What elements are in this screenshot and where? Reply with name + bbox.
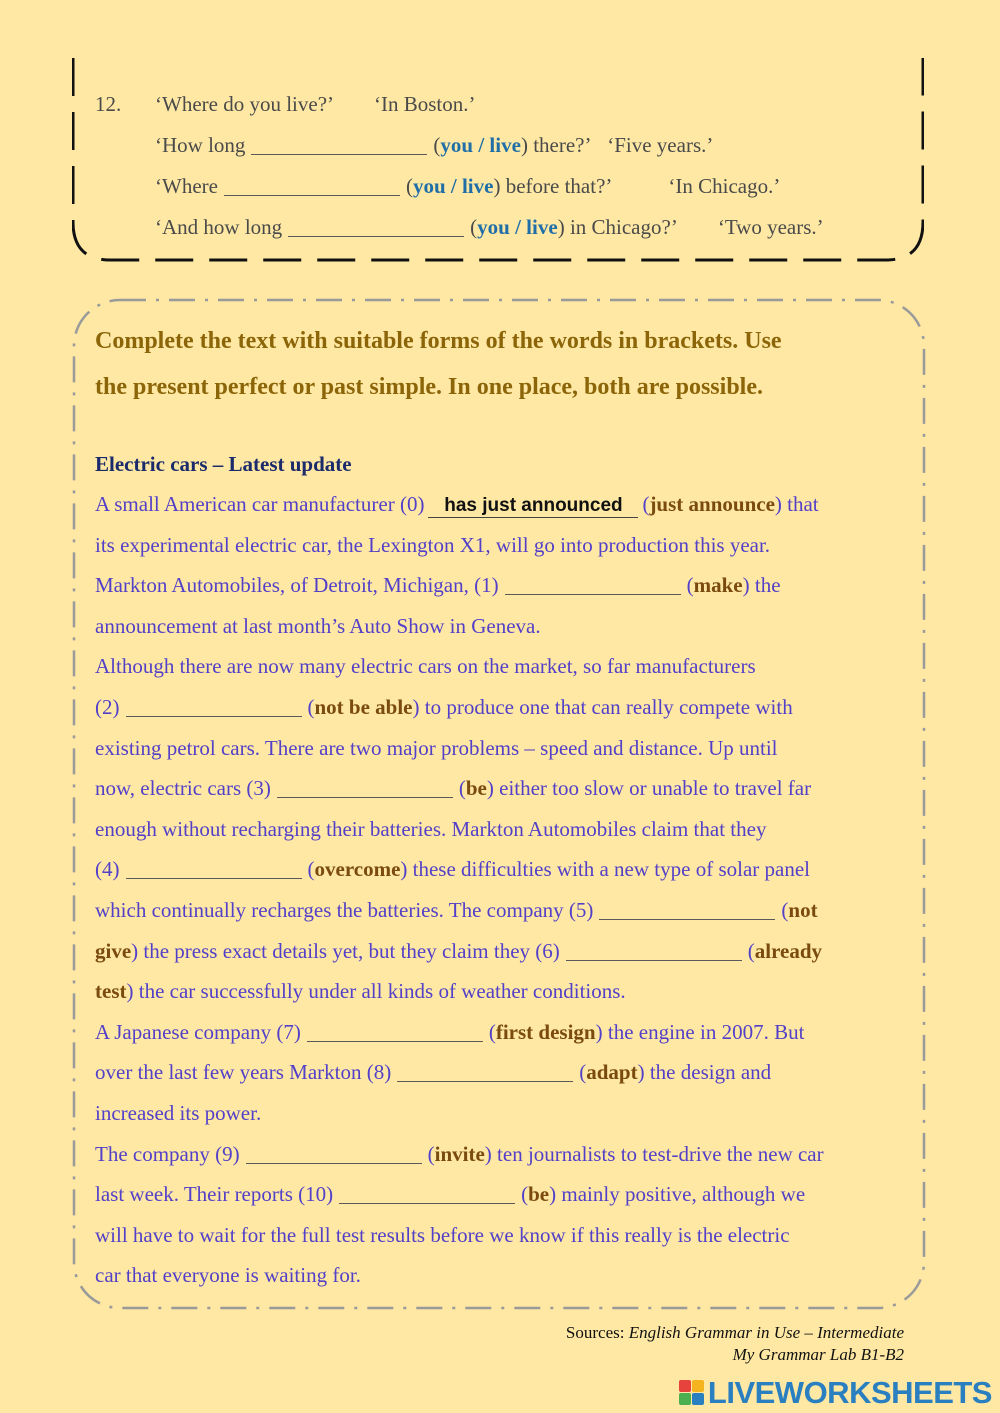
- liveworksheets-logo[interactable]: [679, 1376, 992, 1410]
- passage-line: over the last few years Markton (8) (adapt) the design and: [95, 1060, 772, 1085]
- blank-input-1[interactable]: [505, 575, 681, 595]
- text: increased its power.: [95, 1100, 262, 1125]
- blank-input[interactable]: [251, 135, 427, 155]
- verb-hint: adapt: [586, 1060, 638, 1085]
- question: ‘Where do you live?’: [155, 92, 335, 116]
- liveworksheets-logo-icon: [679, 1380, 705, 1406]
- exercise-12-line-1: [95, 84, 915, 125]
- blank-input-3[interactable]: [277, 778, 453, 798]
- question-end: before that?’: [505, 174, 613, 198]
- source-book-2: My Grammar Lab B1-B2: [732, 1345, 904, 1364]
- blank-input[interactable]: [224, 176, 400, 196]
- text: enough without recharging their batteries. Markton Automobiles claim that they: [95, 816, 767, 841]
- blank-input-10[interactable]: [339, 1184, 515, 1204]
- text: (4): [95, 857, 120, 882]
- verb-hint: just announce: [649, 492, 775, 516]
- verb-hint: make: [693, 573, 743, 598]
- verb-hint: be: [465, 776, 487, 801]
- blank-input-4[interactable]: [126, 859, 302, 879]
- passage-line: [95, 646, 905, 687]
- blank-input-8[interactable]: [397, 1062, 573, 1082]
- answer: ‘Five years.’: [607, 133, 714, 157]
- verb-hint: already: [754, 938, 823, 963]
- question-end: in Chicago?’: [569, 215, 678, 239]
- text: its experimental electric car, the Lexington X1, will go into production this year.: [95, 532, 771, 557]
- verb-hint: you / live: [477, 215, 558, 239]
- verb-hint: invite: [434, 1141, 485, 1166]
- verb-hint: not: [788, 897, 818, 922]
- passage-line: (4) (overcome) these difficulties with a new type of solar panel: [95, 857, 810, 882]
- passage-line: [95, 728, 905, 769]
- text: to produce one that can really compete with: [424, 694, 793, 719]
- passage-line: now, electric cars (3) (be) either too slow or unable to travel far: [95, 776, 812, 801]
- passage-line: [95, 809, 905, 850]
- exercise-12-line-3: ‘Where (you / live) before that?’ ‘In Chicago.’: [155, 174, 781, 198]
- passage-line: [95, 1093, 905, 1134]
- answer: ‘In Chicago.’: [668, 174, 781, 198]
- passage-line: A small American car manufacturer (0) has just announced (just announce) that: [95, 492, 819, 516]
- text: either too slow or unable to travel far: [499, 776, 812, 801]
- text: which continually recharges the batteries. The company (5): [95, 897, 594, 922]
- text: the design and: [649, 1060, 772, 1085]
- verb-hint: give: [95, 938, 132, 963]
- text: these difficulties with a new type of solar panel: [412, 857, 810, 882]
- answer: ‘In Boston.’: [374, 92, 476, 116]
- verb-hint: you / live: [440, 133, 521, 157]
- verb-hint: you / live: [412, 174, 494, 198]
- passage-line: (2) (not be able) to produce one that can really compete with: [95, 694, 793, 719]
- answer: ‘Two years.’: [717, 215, 824, 239]
- passage-line: which continually recharges the batteries. The company (5) (not: [95, 897, 818, 922]
- passage-line: give) the press exact details yet, but they claim they (6) (already: [95, 938, 823, 963]
- passage-line: [95, 1215, 905, 1256]
- passage-line: [95, 1255, 905, 1296]
- instructions-line-1: Complete the text with suitable forms of the words in brackets. Use: [95, 328, 782, 354]
- text: announcement at last month’s Auto Show in Geneva.: [95, 613, 541, 638]
- source-book-1: English Grammar in Use – Intermediate: [628, 1323, 904, 1342]
- text: Although there are now many electric cars on the market, so far manufacturers: [95, 654, 756, 679]
- passage-line: last week. Their reports (10) (be) mainly positive, although we: [95, 1182, 806, 1207]
- text: ten journalists to test-drive the new car: [497, 1141, 824, 1166]
- passage-line: [95, 525, 905, 566]
- blank-input-9[interactable]: [246, 1144, 422, 1164]
- passage-line: Markton Automobiles, of Detroit, Michigan, (1) (make) the: [95, 573, 781, 598]
- passage-line: A Japanese company (7) (first design) the engine in 2007. But: [95, 1019, 805, 1044]
- text: Markton Automobiles, of Detroit, Michigan, (1): [95, 573, 499, 598]
- verb-hint: test: [95, 979, 127, 1004]
- text: that: [787, 492, 819, 516]
- question-end: there?’: [533, 133, 592, 157]
- passage-line: The company (9) (invite) ten journalists to test-drive the new car: [95, 1141, 824, 1166]
- text: the press exact details yet, but they claim they (6): [143, 938, 560, 963]
- text: the: [754, 573, 781, 598]
- passage-line: [95, 606, 905, 647]
- exercise-12: [95, 84, 915, 248]
- instructions-line-2: the present perfect or past simple. In one place, both are possible.: [95, 374, 763, 400]
- exercise-12-line-4: ‘And how long (you / live) in Chicago?’ ‘Two years.’: [155, 215, 824, 239]
- example-answer: has just announced: [428, 495, 638, 518]
- text: The company (9): [95, 1141, 240, 1166]
- text: existing petrol cars. There are two major problems – speed and distance. Up until: [95, 735, 778, 760]
- text: the car successfully under all kinds of weather conditions.: [138, 979, 626, 1004]
- passage-line: test) the car successfully under all kinds of weather conditions.: [95, 979, 626, 1004]
- blank-input-5[interactable]: [599, 900, 775, 920]
- verb-hint: not be able: [314, 694, 413, 719]
- blank-input-2[interactable]: [126, 697, 302, 717]
- text-title: Electric cars – Latest update: [95, 452, 352, 476]
- text: mainly positive, although we: [561, 1182, 806, 1207]
- text: last week. Their reports (10): [95, 1182, 334, 1207]
- text: (2): [95, 694, 120, 719]
- text: A small American car manufacturer (0): [95, 492, 425, 516]
- passage: [95, 484, 905, 1296]
- sources: [566, 1322, 904, 1366]
- question-start: ‘Where: [155, 174, 218, 198]
- question-start: ‘How long: [155, 133, 246, 157]
- text: the engine in 2007. But: [607, 1019, 805, 1044]
- text: will have to wait for the full test results before we know if this really is the electric: [95, 1222, 790, 1247]
- blank-input-7[interactable]: [307, 1022, 483, 1042]
- sources-label: Sources:: [565, 1323, 625, 1342]
- exercise-12-line-2: ‘How long (you / live) there?’ ‘Five years.’: [155, 133, 714, 157]
- blank-input-6[interactable]: [566, 941, 742, 961]
- verb-hint: be: [528, 1182, 550, 1207]
- text: A Japanese company (7): [95, 1019, 301, 1044]
- blank-input[interactable]: [288, 217, 464, 237]
- text: car that everyone is waiting for.: [95, 1263, 361, 1288]
- question-start: ‘And how long: [155, 215, 283, 239]
- text: now, electric cars (3): [95, 776, 271, 801]
- instructions: [95, 318, 895, 410]
- logo-text: LIVEWORKSHEETS: [707, 1375, 992, 1410]
- exercise-number: 12.: [95, 92, 122, 116]
- text: over the last few years Markton (8): [95, 1060, 392, 1085]
- verb-hint: first design: [495, 1019, 596, 1044]
- verb-hint: overcome: [314, 857, 401, 882]
